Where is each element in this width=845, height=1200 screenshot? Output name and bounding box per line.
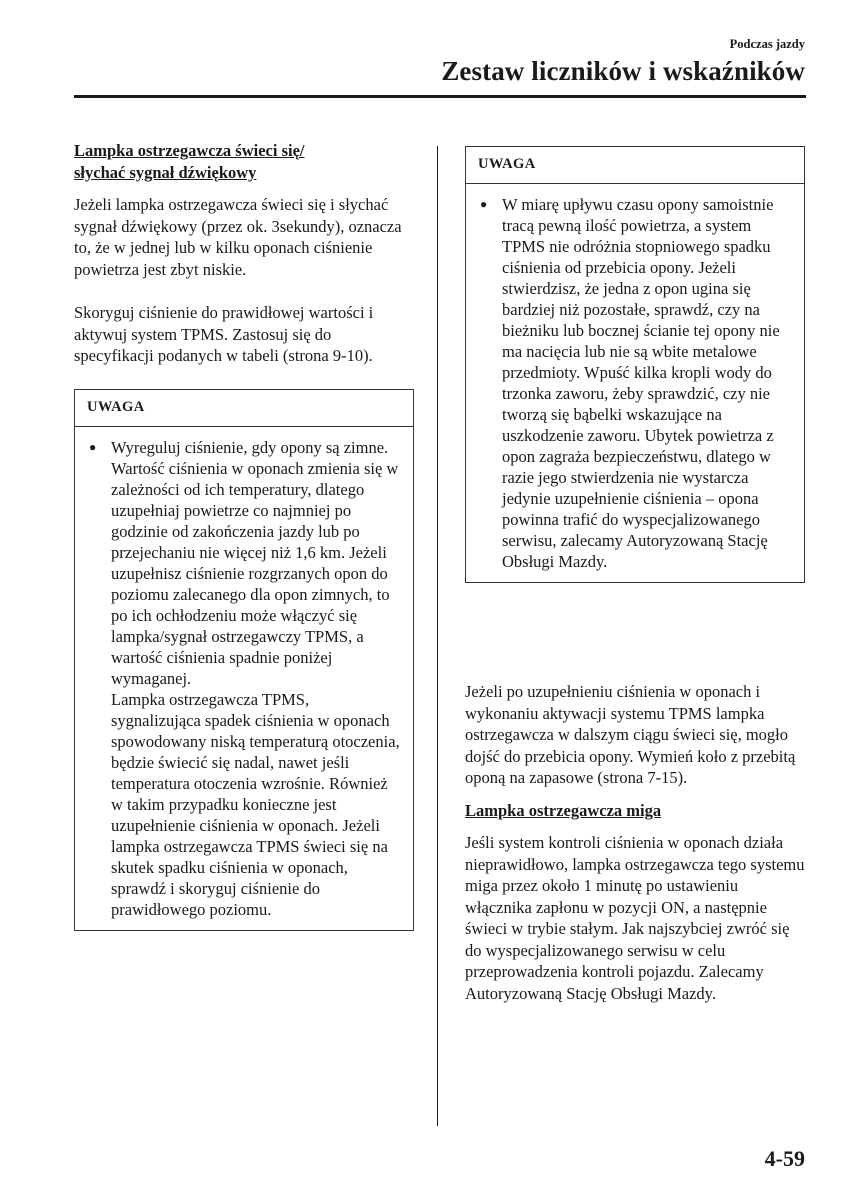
notice-text-1: Wyreguluj ciśnienie, gdy opony są zimne. Wartość ciśnienia w oponach zmienia się w zależności od ich temperatury, dlatego uzupełniaj powietrze co najmniej po godzinie od zakończenia jazdy lub po przejechaniu nie więcej niż 1,6 km. Jeżeli uzupełnisz ciśnienie rozgrzanych opon do poziomu zalecanego dla opon zimnych, to po ich ochłodzeniu może włączyć się lampka/sygnał ostrzegawczy TPMS, a wartość ciśnienia spadnie poniżej wymaganej. (111, 437, 399, 688)
bullet-icon: ● (89, 439, 97, 454)
paragraph-system-malfunction: Jeśli system kontroli ciśnienia w oponach działa nieprawidłowo, lampka ostrzegawcza tego systemu miga przez około 1 minutę po ustawieniu włącznika zapłonu w pozycji ON, a następnie świeci w trybie stałym. Jak najszybciej zwróć się do wyspecjalizowanego serwisu w celu przeprowadzenia kontroli pojazdu. Zalecamy Autoryzowaną Stację Obsługi Mazdy. (465, 833, 805, 1003)
notice-text: W miarę upływu czasu opony samoistnie tracą pewną ilość powietrza, a system TPMS nie odróżnia stopniowego spadku ciśnienia od przebicia opony. Jeżeli stwierdzisz, że jedna z opon ugina się bardziej niż pozostałe, sprawdź, czy na bieżniku lub bocznej ścianie tej opony nie ma nacięcia lub nie są wbite metalowe przedmioty. Wpuść kilka kropli wody do trzonka zaworu, żeby sprawdzić, czy nie tworzą się bąbelki wskazujące na uszkodzenie zaworu. Ubytek powietrza z opon zagraża bezpieczeństwu, dlatego w razie jego stwierdzenia nie wystarcza jedynie uzupełnienie ciśnienia – opona powinna trafić do wyspecjalizowanego serwisu, zalecamy Autoryzowaną Stację Obsługi Mazdy. (502, 195, 780, 571)
bullet-icon: ● (480, 197, 488, 211)
subheading-line-1: Lampka ostrzegawcza świeci się/ (74, 141, 305, 160)
title-rule (74, 95, 806, 98)
column-divider (437, 146, 438, 1126)
notice-bullet-item (89, 437, 401, 920)
section-label: Podczas jazdy (729, 37, 805, 51)
notice-heading: UWAGA (466, 147, 804, 184)
left-column (74, 140, 414, 931)
subheading-line-2: słychać sygnał dźwiękowy (74, 162, 257, 182)
page-title: Zestaw liczników i wskaźników (441, 56, 805, 86)
notice-bullet-item (480, 194, 792, 572)
subheading-warning-on (74, 140, 414, 183)
paragraph-low-pressure: Jeżeli lampka ostrzegawcza świeci się i słychać sygnał dźwiękowy (przez ok. 3sekundy), oznacza to, że w jednej lub w kilku oponach ciśnienie powietrza jest zbyt niskie. (74, 195, 402, 279)
notice-heading: UWAGA (75, 390, 413, 427)
paragraph-tire-puncture: Jeżeli po uzupełnieniu ciśnienia w oponach i wykonaniu aktywacji systemu TPMS lampka ostrzegawcza w dalszym ciągu świeci się, mogło dojść do przebicia opony. Wymień koło z przebitą oponą na zapasowe (strona 7-15). (465, 682, 796, 787)
notice-box-right (465, 146, 805, 583)
notice-body (75, 427, 413, 930)
paragraph-correct-pressure: Skoryguj ciśnienie do prawidłowej wartości i aktywuj system TPMS. Zastosuj się do specyfikacji podanych w tabeli (strona 9-10). (74, 303, 374, 365)
subheading-warning-blinks: Lampka ostrzegawcza miga (465, 800, 662, 820)
right-column (465, 681, 805, 1004)
notice-box-left (74, 389, 414, 931)
page-number: 4-59 (764, 1146, 805, 1171)
notice-text-2: Lampka ostrzegawcza TPMS, sygnalizująca spadek ciśnienia w oponach spowodowany niską temperaturą otoczenia, będzie świecić się nadal, nawet jeśli temperatura otoczenia wzrośnie. Również w takim przypadku konieczne jest uzupełnienie ciśnienia w oponach. Jeżeli lampka ostrzegawcza TPMS świeci się na skutek spadku ciśnienia w oponach, sprawdź i skoryguj ciśnienie do prawidłowego poziomu. (111, 689, 400, 919)
notice-body (466, 184, 804, 582)
